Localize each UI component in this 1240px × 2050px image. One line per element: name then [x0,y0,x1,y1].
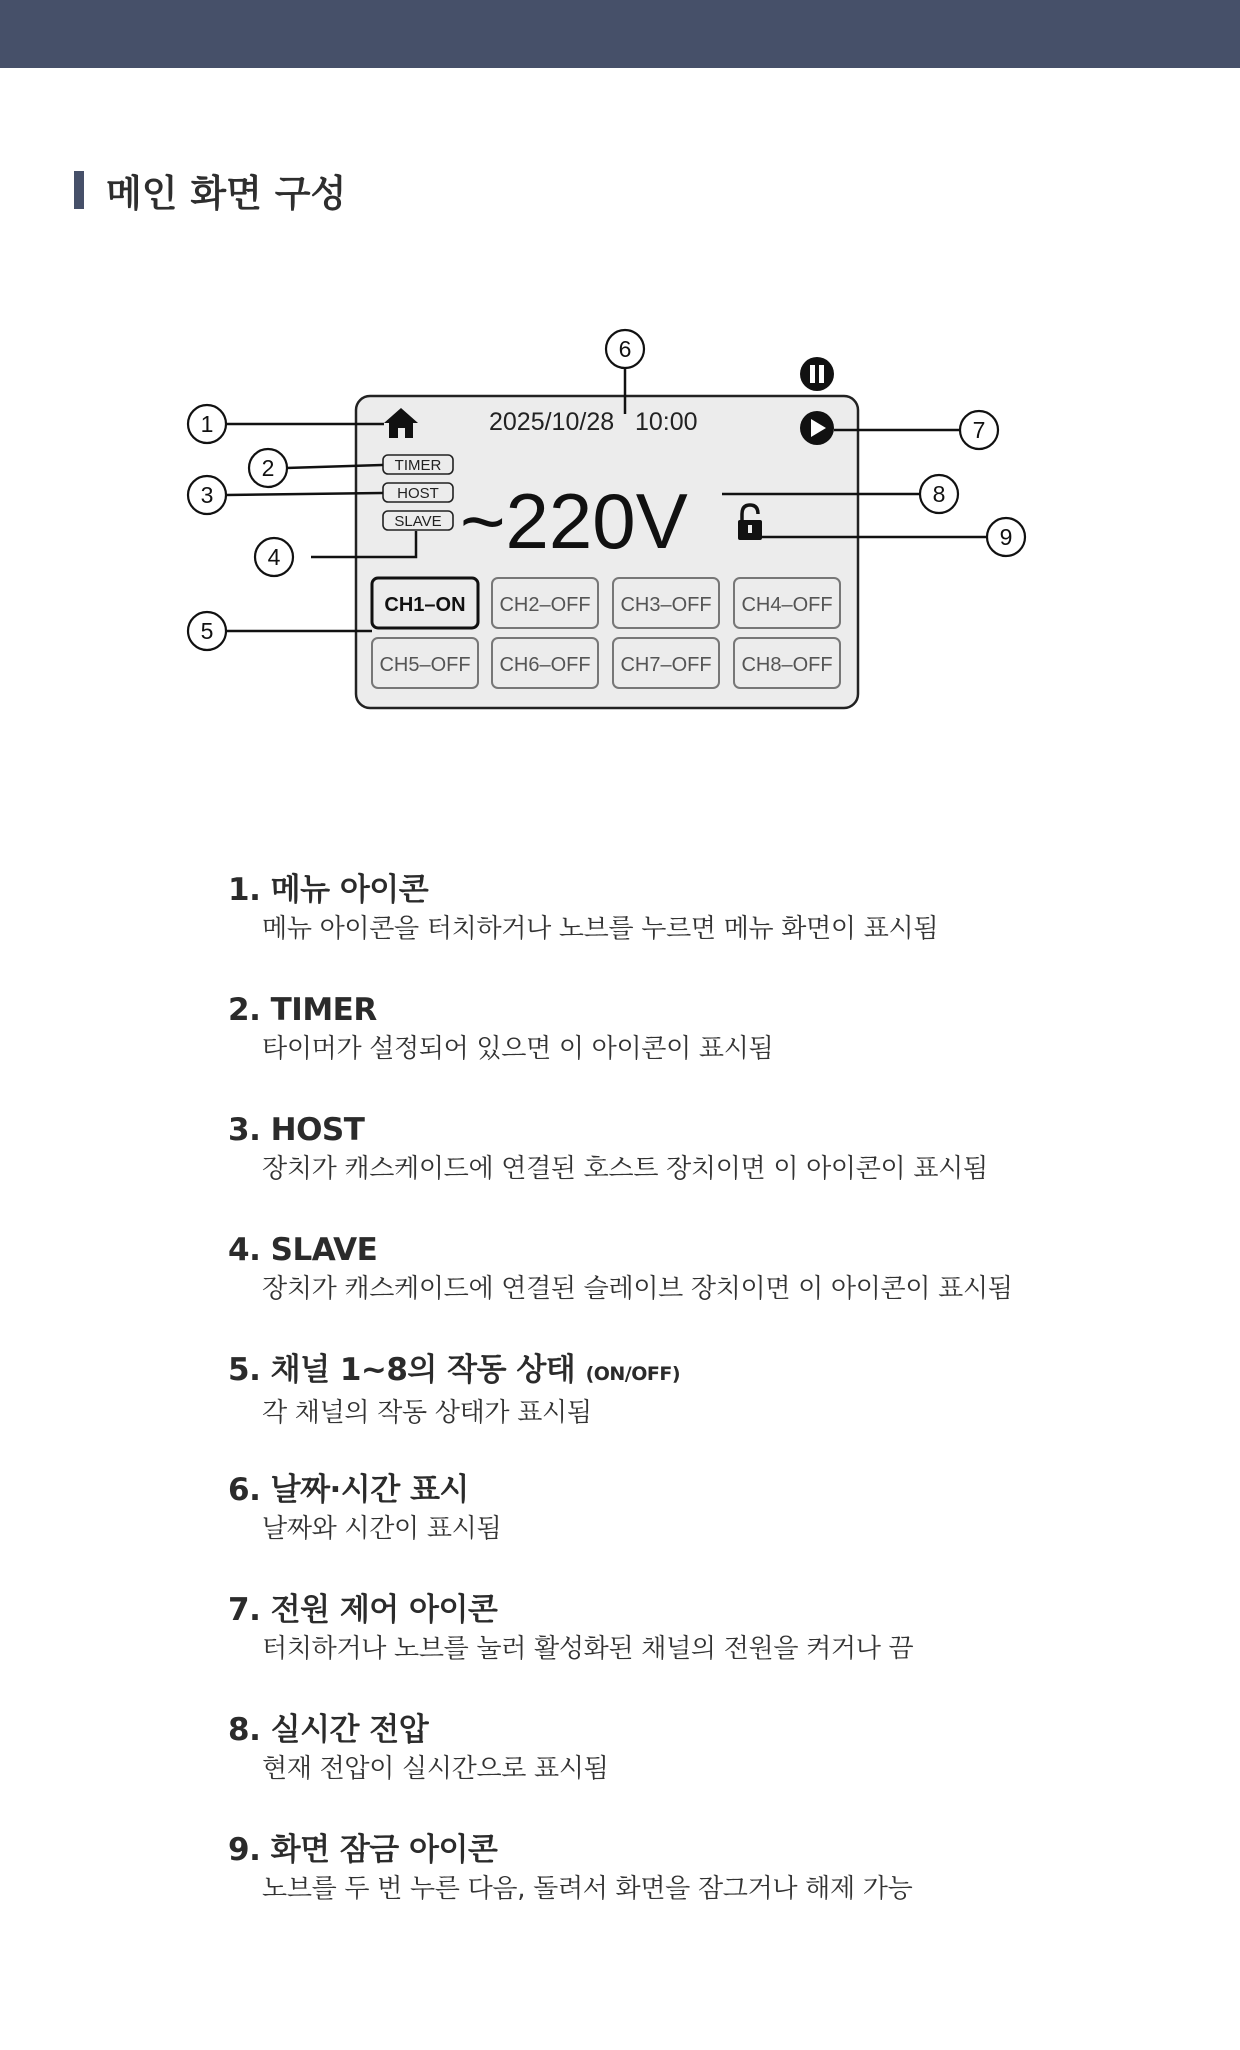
item-title: 4. SLAVE [228,1232,378,1268]
list-item [228,1590,1128,1710]
item-title: 9. 화면 잠금 아이콘 [228,1832,498,1868]
item-title: 7. 전원 제어 아이콘 [228,1592,498,1628]
callout-number: 6 [618,336,632,362]
heading-accent-bar [74,171,84,209]
page-title: 메인 화면 구성 [106,172,347,215]
callout-1 [188,405,226,443]
item-title-row [228,1350,1128,1394]
callout-number: 3 [200,482,214,508]
channel-label: CH3–OFF [620,594,712,616]
callout-5 [188,612,226,650]
item-title: 6. 날짜·시간 표시 [228,1472,469,1508]
callout-2 [249,449,287,487]
callout-8 [920,475,958,513]
callout-number: 2 [261,455,275,481]
channel-label: CH6–OFF [499,654,591,676]
item-title-suffix: (ON/OFF) [585,1363,681,1385]
timer-badge [383,455,453,474]
channel-label: CH8–OFF [741,654,833,676]
channel-label: CH1–ON [384,594,466,616]
item-description: 장치가 캐스케이드에 연결된 슬레이브 장치이면 이 아이콘이 표시됨 [262,1274,1013,1304]
callout-4 [255,538,293,576]
callout-number: 5 [200,618,214,644]
list-item [228,990,1128,1110]
voltage-readout: ~220V [460,477,688,565]
callout-number: 1 [200,411,214,437]
callout-number: 4 [267,544,281,570]
item-title: 3. HOST [228,1112,365,1148]
screen-diagram [0,320,1240,740]
section-heading [74,168,347,215]
channel-label: CH5–OFF [379,654,471,676]
callout-number: 8 [932,481,946,507]
play-icon [800,411,834,445]
item-title: 1. 메뉴 아이콘 [228,872,429,908]
channel-label: CH4–OFF [741,594,833,616]
callout-number: 7 [972,417,986,443]
description-list [228,870,1128,1950]
item-title: 5. 채널 1~8의 작동 상태 [228,1352,576,1388]
item-title: 8. 실시간 전압 [228,1712,429,1748]
callout-7 [960,411,998,449]
item-description: 각 채널의 작동 상태가 표시됨 [262,1398,592,1428]
list-item [228,1830,1128,1950]
datetime-display: 2025/10/28 10:00 [489,408,698,436]
channel-label: CH7–OFF [620,654,712,676]
timer-badge-label: TIMER [394,457,442,474]
host-badge-label: HOST [397,485,439,502]
callout-number: 9 [999,524,1013,550]
list-item [228,1230,1128,1350]
item-description: 메뉴 아이콘을 터치하거나 노브를 누르면 메뉴 화면이 표시됨 [262,914,939,944]
list-item [228,870,1128,990]
item-description: 장치가 캐스케이드에 연결된 호스트 장치이면 이 아이콘이 표시됨 [262,1154,988,1184]
list-item [228,1350,1128,1470]
item-description: 타이머가 설정되어 있으면 이 아이콘이 표시됨 [262,1034,774,1064]
host-badge [383,483,453,502]
list-item [228,1110,1128,1230]
slave-badge [383,511,453,530]
item-title: 2. TIMER [228,992,377,1028]
list-item [228,1470,1128,1590]
item-description: 날짜와 시간이 표시됨 [262,1514,502,1544]
channel-label: CH2–OFF [499,594,591,616]
item-description: 현재 전압이 실시간으로 표시됨 [262,1754,609,1784]
pause-icon [800,357,834,391]
top-banner [0,0,1240,68]
callout-3 [188,476,226,514]
screen-diagram-svg [0,320,1240,740]
callout-6 [606,330,644,368]
slave-badge-label: SLAVE [394,513,442,530]
list-item [228,1710,1128,1830]
item-description: 터치하거나 노브를 눌러 활성화된 채널의 전원을 켜거나 끔 [262,1634,914,1664]
item-description: 노브를 두 번 누른 다음, 돌려서 화면을 잠그거나 해제 가능 [262,1874,913,1904]
callout-9 [987,518,1025,556]
